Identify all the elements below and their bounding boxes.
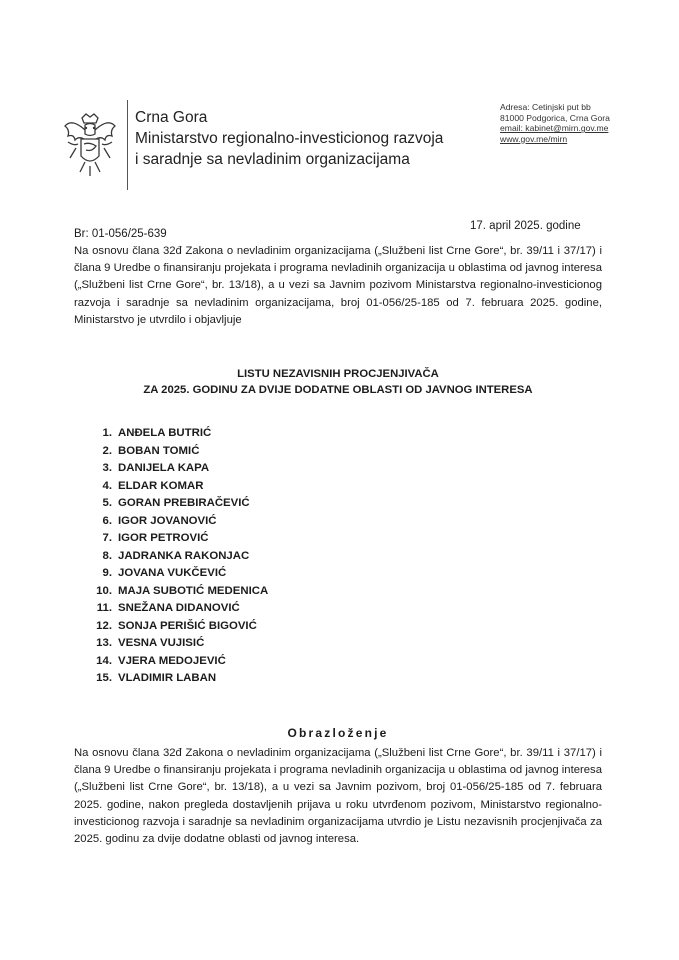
montenegro-coat-of-arms-icon: [62, 112, 118, 182]
ministry-name-line1: Ministarstvo regionalno-investicionog razvoja: [135, 130, 444, 147]
list-item: 9. JOVANA VUKČEVIĆ: [102, 567, 227, 579]
list-item: 12. SONJA PERIŠIĆ BIGOVIĆ: [96, 619, 257, 632]
website-link[interactable]: www.gov.me/mirn: [500, 133, 568, 144]
contact-block: [500, 102, 610, 144]
reasoning-paragraph: Na osnovu člana 32đ Zakona o nevladinim organizacijama („Službeni list Crne Gore“, br. 39/11 i 37/17) i člana 9 Uredbe o finansiranju projekata i programa nevladinih organizacija u oblastima od javnog interesa („Službeni list Crne Gore“, br. 13/18), a u vezi sa Javnim pozivom, broj 01-056/25-185 od 7. februara 2025. godine, nakon pregleda dostavljenih prijava u roku utvrđenom pozivom, Ministarstvo regionalno-investicionog razvoja i saradnje sa nevladinim organizacijama utvrdio je Listu nezavisnih procjenjivača za 2025. godinu za dvije dodatne oblasti od javnog interesa.: [74, 747, 602, 846]
email[interactable]: email: kabinet@mirn.gov.me: [500, 123, 609, 134]
document-date: 17. april 2025. godine: [470, 220, 581, 232]
intro-paragraph: Na osnovu člana 32đ Zakona o nevladinim organizacijama („Službeni list Crne Gore“, br. 39/11 i 37/17) i člana 9 Uredbe o finansiranju projekata i programa nevladinih organizacija u oblastima od javnog interesa („Službeni list Crne Gore“, br. 13/18), a u vezi sa Javnim pozivom Ministarstva regionalno-investicionog razvoja i saradnje sa nevladinim organizacijama, broj 01-056/25-185 od 7. februara 2025. godine, Ministarstvo je utvrdilo i objavljuje: [74, 245, 602, 326]
list-item: 3. DANIJELA KAPA: [102, 462, 210, 474]
address: Adresa: Cetinjski put bb: [500, 102, 591, 112]
list-item: 1. ANĐELA BUTRIĆ: [102, 427, 212, 439]
list-title-line1: LISTU NEZAVISNIH PROCJENJIVAČA: [237, 368, 439, 380]
list-item: 7. IGOR PETROVIĆ: [102, 532, 209, 544]
list-item: 8. JADRANKA RAKONJAC: [102, 549, 250, 562]
reasoning-heading: Obrazloženje: [287, 726, 389, 740]
list-item: 4. ELDAR KOMAR: [102, 479, 204, 492]
ministry-name-line2: i saradnje sa nevladinim organizacijama: [135, 151, 410, 168]
header-divider: [127, 100, 128, 190]
evaluator-list: [88, 425, 268, 688]
list-item: 11. SNEŽANA DIDANOVIĆ: [96, 602, 240, 614]
list-item: 10. MAJA SUBOTIĆ MEDENICA: [96, 584, 269, 597]
list-item: 13. VESNA VUJISIĆ: [96, 637, 205, 649]
list-item: 6. IGOR JOVANOVIĆ: [102, 514, 217, 527]
reference-number: Br: 01-056/25-639: [74, 228, 167, 240]
ministry-block: [135, 107, 443, 170]
list-item: 15. VLADIMIR LABAN: [96, 672, 217, 684]
list-item: 2. BOBAN TOMIĆ: [102, 444, 200, 457]
list-item: 5. GORAN PREBIRAČEVIĆ: [102, 497, 250, 509]
list-title-line2: ZA 2025. GODINU ZA DVIJE DODATNE OBLASTI OD JAVNOG INTERESA: [143, 384, 533, 396]
postal-address: 81000 Podgorica, Crna Gora: [500, 112, 610, 123]
country-name: Crna Gora: [135, 109, 208, 126]
list-item: 14. VJERA MEDOJEVIĆ: [96, 654, 226, 667]
